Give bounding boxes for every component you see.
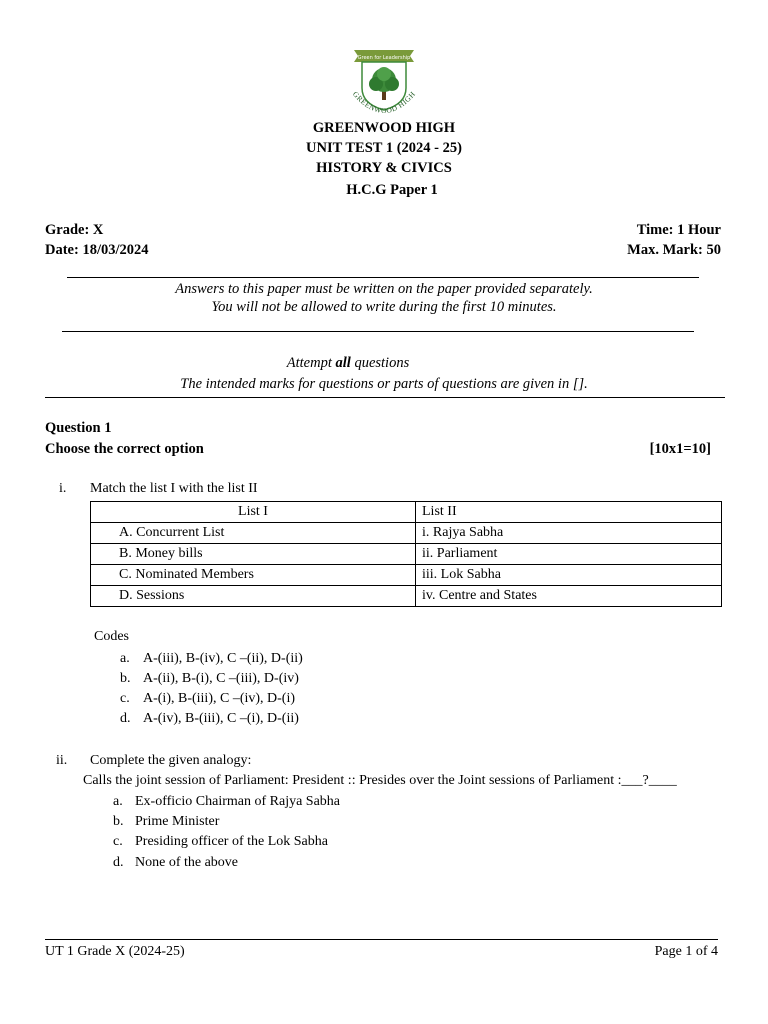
table-row xyxy=(91,544,722,565)
match-table xyxy=(90,501,722,607)
footer-divider xyxy=(45,939,718,940)
q-i-text: Match the list I with the list II xyxy=(90,481,258,496)
option-text: A-(iv), B-(iii), C –(i), D-(ii) xyxy=(143,711,299,726)
codes-label: Codes xyxy=(94,629,129,644)
q-ii-number: ii. xyxy=(56,753,68,768)
q-i-number: i. xyxy=(59,481,67,496)
table-cell: i. Rajya Sabha xyxy=(416,523,722,544)
table-header-list2: List II xyxy=(416,502,722,523)
option-text: Prime Minister xyxy=(135,814,220,829)
table-cell: iii. Lok Sabha xyxy=(416,565,722,586)
table-cell: A. Concurrent List xyxy=(91,523,416,544)
option-letter: d. xyxy=(120,711,131,726)
test-title: UNIT TEST 1 (2024 - 25) xyxy=(306,140,462,156)
option-letter: c. xyxy=(113,834,123,849)
footer-page-number: Page 1 of 4 xyxy=(654,944,718,959)
question-1-title: Question 1 xyxy=(45,420,112,436)
table-header-row xyxy=(91,502,722,523)
option-letter: d. xyxy=(113,855,124,870)
option-letter: a. xyxy=(113,794,123,809)
divider-middle xyxy=(62,331,694,332)
option-text: A-(iii), B-(iv), C –(ii), D-(ii) xyxy=(143,651,303,666)
logo-ribbon-text: Green for Leadership xyxy=(357,55,411,61)
instruction-line-2: You will not be allowed to write during the first 10 minutes. xyxy=(211,299,557,315)
option-text: A-(ii), B-(i), C –(iii), D-(iv) xyxy=(143,671,299,686)
option-text: Ex-officio Chairman of Rajya Sabha xyxy=(135,794,341,809)
table-cell: D. Sessions xyxy=(91,586,416,607)
table-cell: ii. Parliament xyxy=(416,544,722,565)
table-cell: B. Money bills xyxy=(91,544,416,565)
table-row xyxy=(91,586,722,607)
table-cell: iv. Centre and States xyxy=(416,586,722,607)
option-text: A-(i), B-(iii), C –(iv), D-(i) xyxy=(143,691,296,706)
q-ii-text: Complete the given analogy: xyxy=(90,753,252,768)
school-logo xyxy=(342,44,426,122)
grade-label: Grade: X xyxy=(45,222,104,238)
crest-shield-icon xyxy=(342,44,426,122)
table-row xyxy=(91,523,722,544)
option-letter: c. xyxy=(120,691,130,706)
option-text: None of the above xyxy=(135,855,239,870)
school-name: GREENWOOD HIGH xyxy=(312,120,456,136)
divider-bottom xyxy=(45,397,725,398)
instruction-line-1: Answers to this paper must be written on the paper provided separately. xyxy=(175,281,593,297)
option-text: Presiding officer of the Lok Sabha xyxy=(135,834,328,849)
subject-title: HISTORY & CIVICS xyxy=(316,160,452,176)
question-1-marks: [10x1=10] xyxy=(649,441,711,457)
footer-left: UT 1 Grade X (2024-25) xyxy=(45,944,185,959)
option-letter: a. xyxy=(120,651,130,666)
marks-note: The intended marks for questions or parts of questions are given in []. xyxy=(180,376,588,392)
logo-arc-text: GREENWOOD HIGH xyxy=(350,89,418,116)
attempt-note xyxy=(0,355,732,372)
attempt-pre: Attempt xyxy=(286,355,336,371)
q-ii-analogy: Calls the joint session of Parliament: President :: Presides over the Joint sessions of Parliament :___?____ xyxy=(83,773,677,788)
max-mark-label: Max. Mark: 50 xyxy=(627,242,721,258)
table-row xyxy=(91,565,722,586)
table-header-list1: List I xyxy=(91,502,416,523)
question-1-instruction: Choose the correct option xyxy=(45,441,204,457)
date-label: Date: 18/03/2024 xyxy=(45,242,149,258)
paper-title: H.C.G Paper 1 xyxy=(346,182,438,198)
option-letter: b. xyxy=(120,671,131,686)
time-label: Time: 1 Hour xyxy=(636,222,721,238)
attempt-post: questions xyxy=(350,355,410,371)
divider-top xyxy=(67,277,699,278)
attempt-bold: all xyxy=(335,355,351,371)
table-cell: C. Nominated Members xyxy=(91,565,416,586)
option-letter: b. xyxy=(113,814,124,829)
